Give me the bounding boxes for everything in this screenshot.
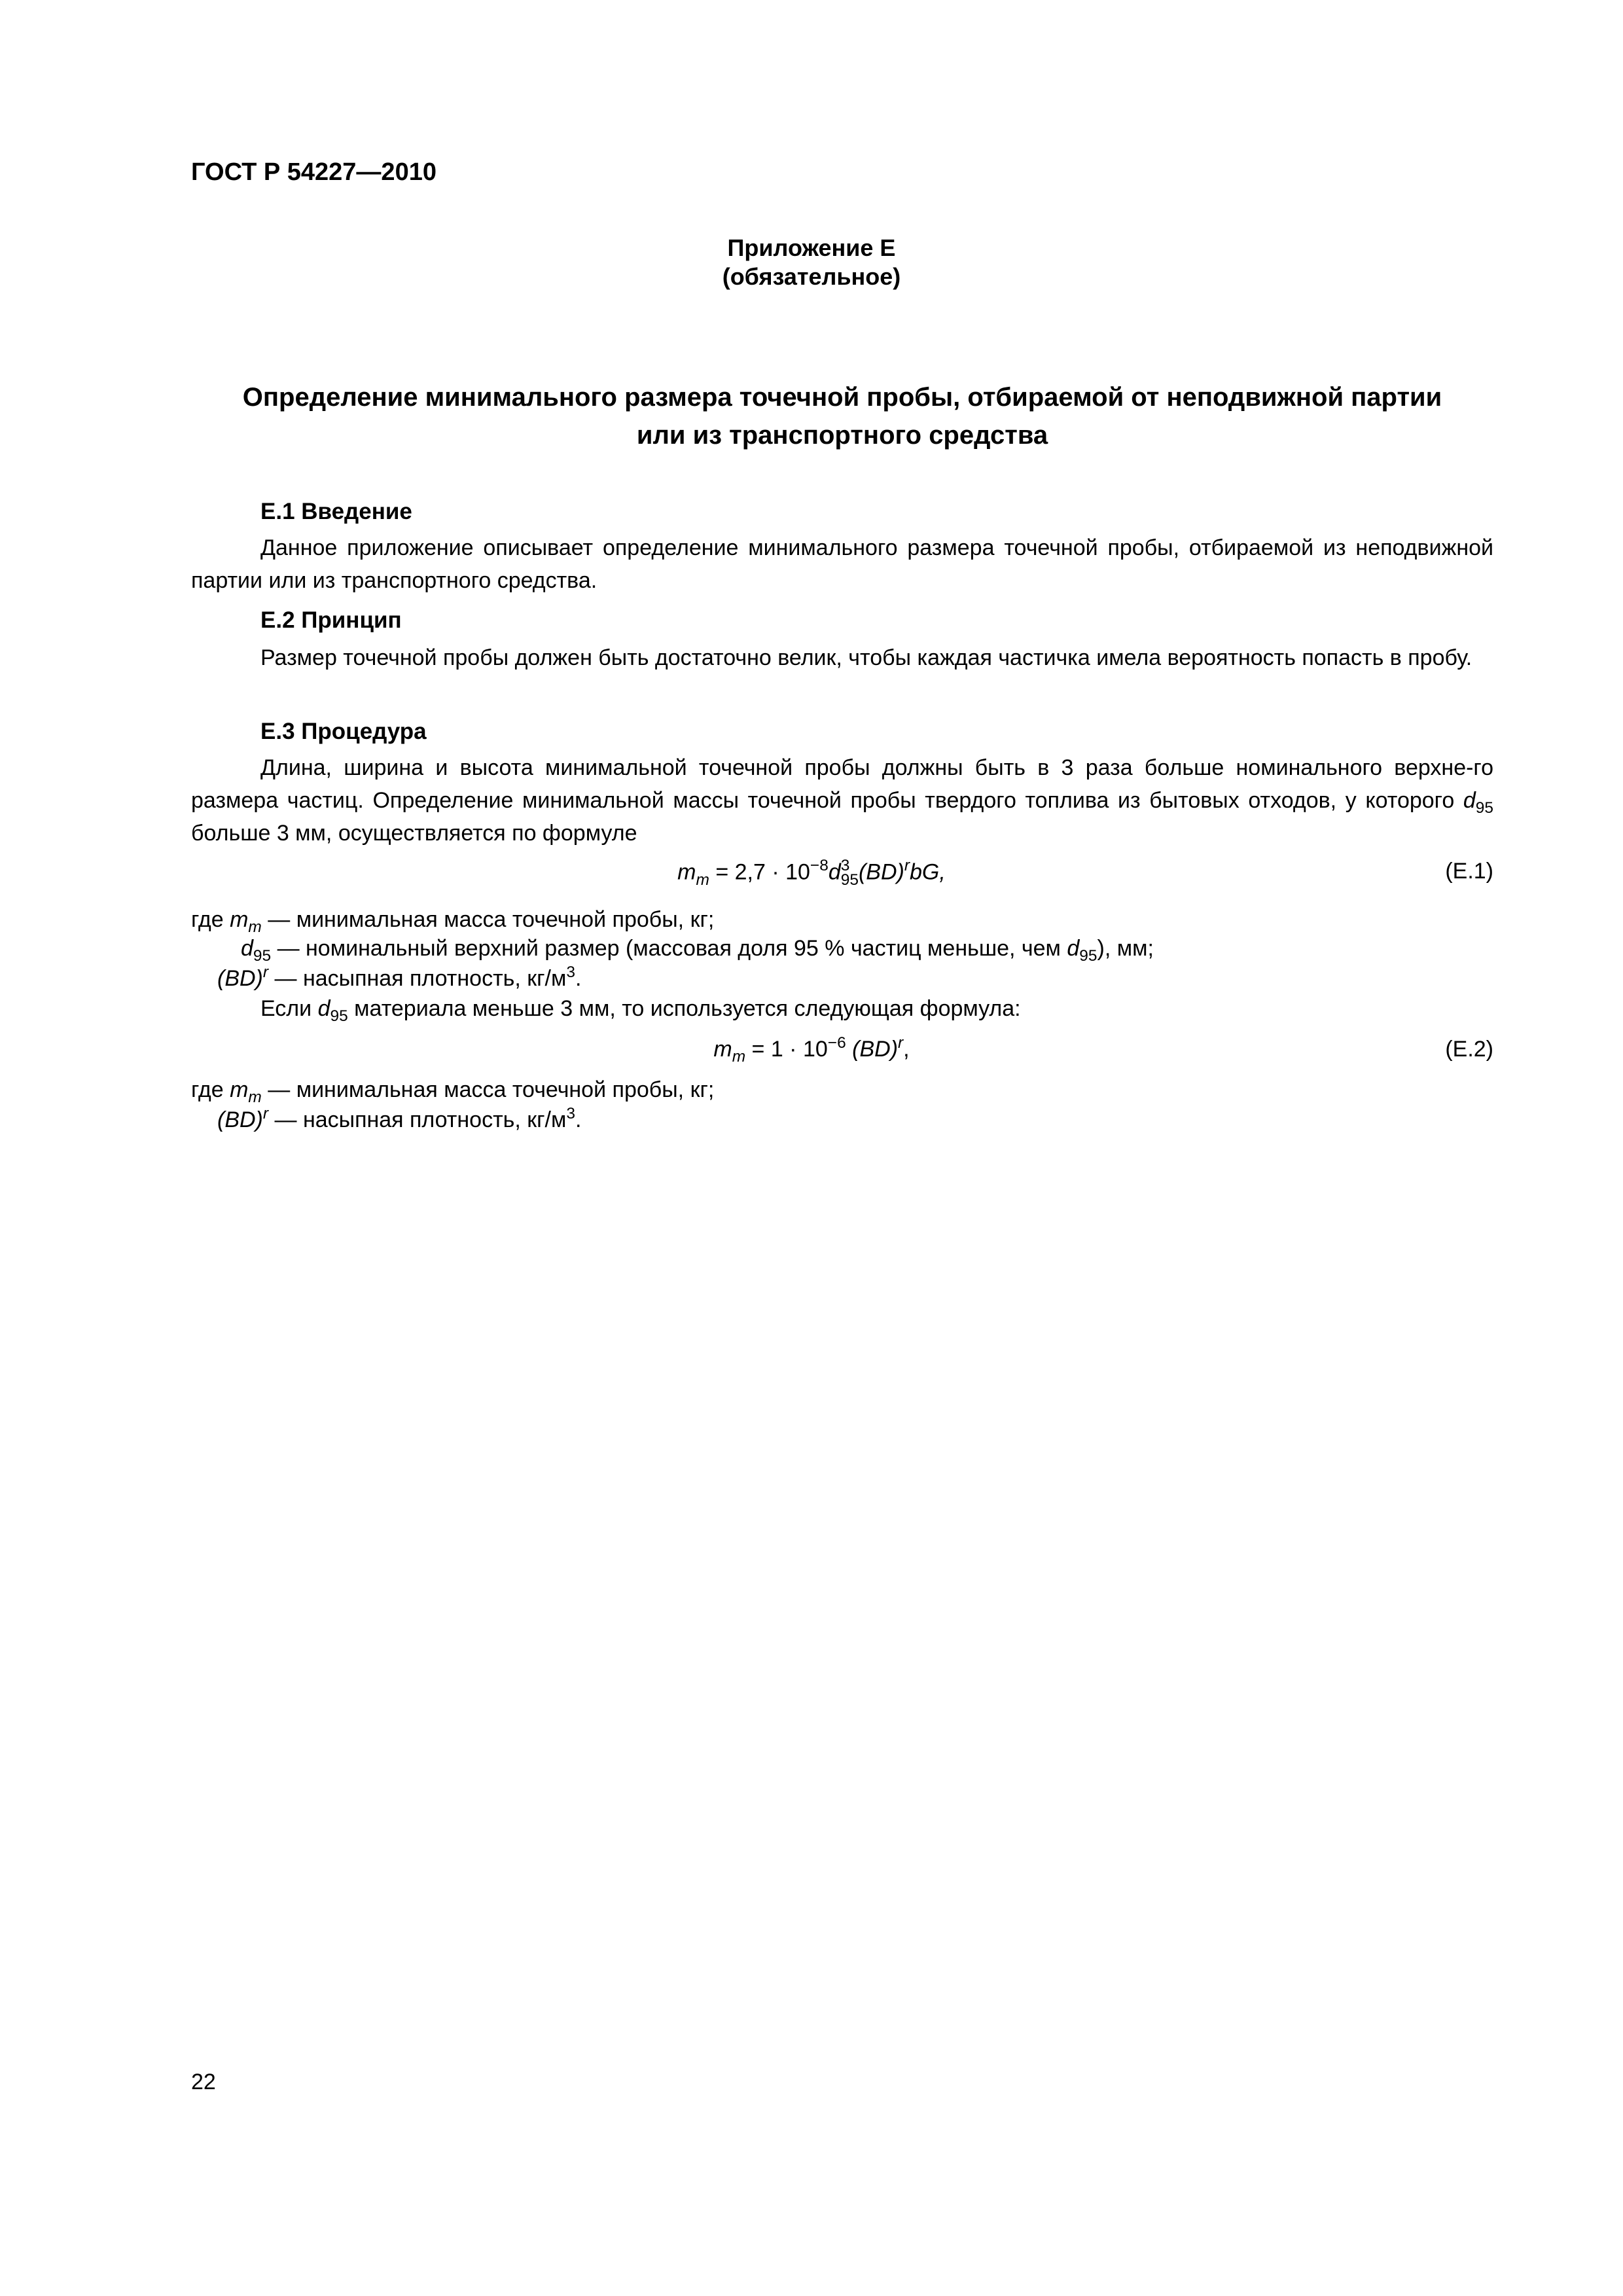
where1-intro: где [191,907,230,932]
appendix-title [191,378,1493,454]
formula-e2 [0,1033,1623,1066]
where2-intro: где [191,1077,230,1102]
mid-text-a: Если [260,996,318,1021]
mid-text-d: d [317,996,330,1021]
appendix-label: Приложение Е [727,234,896,261]
formula-e2-bd-sup: r [898,1033,904,1052]
where1-d95-def-b: ), мм; [1097,936,1154,961]
document-id: ГОСТ Р 54227—2010 [191,158,437,186]
formula-e1-supsub [841,859,859,888]
formula-e2-number: (Е.2) [1445,1037,1493,1062]
formula-e2-tail: , [903,1037,910,1062]
where1-bd-unit-sup: 3 [566,963,575,981]
formula-e1-var: d [828,859,841,885]
formula-e1-exp: −8 [810,857,829,875]
page-number: 22 [191,2070,216,2094]
section-e3-body-a: Длина, ширина и высота минимальной точечной пробы должны быть в 3 раза больше номинального верхне-го размера частиц. Определение минимальной массы точечной пробы твердого топлива из бытовых отходов, у которого [191,755,1493,813]
symbol-d-sub: 95 [1475,798,1493,817]
where2-bd-end: . [575,1107,582,1132]
where1-d-sub-2: 95 [1079,946,1097,965]
formula-e1-number: (Е.1) [1445,859,1493,884]
formula-e1-sub: 95 [840,871,859,889]
where2-mm-def: — минимальная масса точечной пробы, кг; [261,1077,715,1102]
where1-m: m [230,907,249,932]
formula-e1-tail: bG, [910,859,946,885]
where1-mm-def: — минимальная масса точечной пробы, кг; [261,907,715,932]
where1-bd-sup: r [262,963,269,981]
where1-d95 [241,936,1154,965]
formula-e1-sup: 3 [840,857,850,874]
formula-e1 [0,859,1623,888]
appendix-status: (обязательное) [722,263,901,290]
formula-e1-bd: (BD) [858,859,904,885]
where2-bd [217,1104,582,1133]
where2-mm [191,1077,715,1106]
where1-d-sub: 95 [253,946,272,965]
title-line-2: или из транспортного средства [636,421,1048,450]
where1-m-sub: m [248,918,262,936]
where1-bd-symbol: (BD) [217,966,263,991]
mid-text-d-sub: 95 [330,1007,348,1025]
formula-e1-bd-sup: r [904,857,910,875]
section-e1-text [191,531,1493,597]
where1-bd-def: — насыпная плотность, кг/м [268,966,567,991]
section-e2-body: Размер точечной пробы должен быть достаточно велик, чтобы каждая частичка имела вероятность попасть в пробу. [260,645,1472,670]
where2-m: m [230,1077,249,1102]
where2-bd-sup: r [262,1104,269,1122]
formula-e2-exp: −6 [827,1033,846,1052]
title-line-1: Определение минимального размера точечной пробы, отбираемой от неподвижной партии [242,383,1442,412]
where1-mm [191,907,715,936]
section-e3-text [191,751,1493,850]
formula-e2-lhs: m [713,1037,732,1062]
where2-bd-unit-sup: 3 [566,1104,575,1122]
where1-d: d [241,936,253,961]
where2-m-sub: m [248,1088,262,1106]
where1-bd-end: . [575,966,582,991]
mid-text [260,996,1021,1025]
section-e2-heading: Е.2 Принцип [260,607,402,633]
mid-text-b: материала меньше 3 мм, то используется следующая формула: [348,996,1021,1021]
section-e3-heading: Е.3 Процедура [260,719,427,744]
where2-bd-def: — насыпная плотность, кг/м [268,1107,567,1132]
formula-e1-coef: = 2,7 · 10 [709,859,810,885]
where1-d-2: d [1067,936,1080,961]
formula-e1-lhs: m [677,859,696,885]
where2-bd-symbol: (BD) [217,1107,263,1132]
section-e2-text [191,641,1493,674]
symbol-d: d [1463,788,1476,813]
formula-e2-lhs-sub: m [732,1047,746,1066]
where1-bd [217,963,582,992]
formula-e2-bd: (BD) [846,1037,899,1062]
formula-e2-coef: = 1 · 10 [745,1037,828,1062]
where1-d95-def-a: — номинальный верхний размер (массовая доля 95 % частиц меньше, чем [271,936,1067,961]
section-e1-body: Данное приложение описывает определение минимального размера точечной пробы, отбираемой из неподвижной партии или из транспортного средства. [191,535,1493,593]
formula-e1-lhs-sub: m [696,870,709,889]
section-e3-body-b: больше 3 мм, осуществляется по формуле [191,821,637,846]
section-e1-heading: Е.1 Введение [260,499,412,524]
